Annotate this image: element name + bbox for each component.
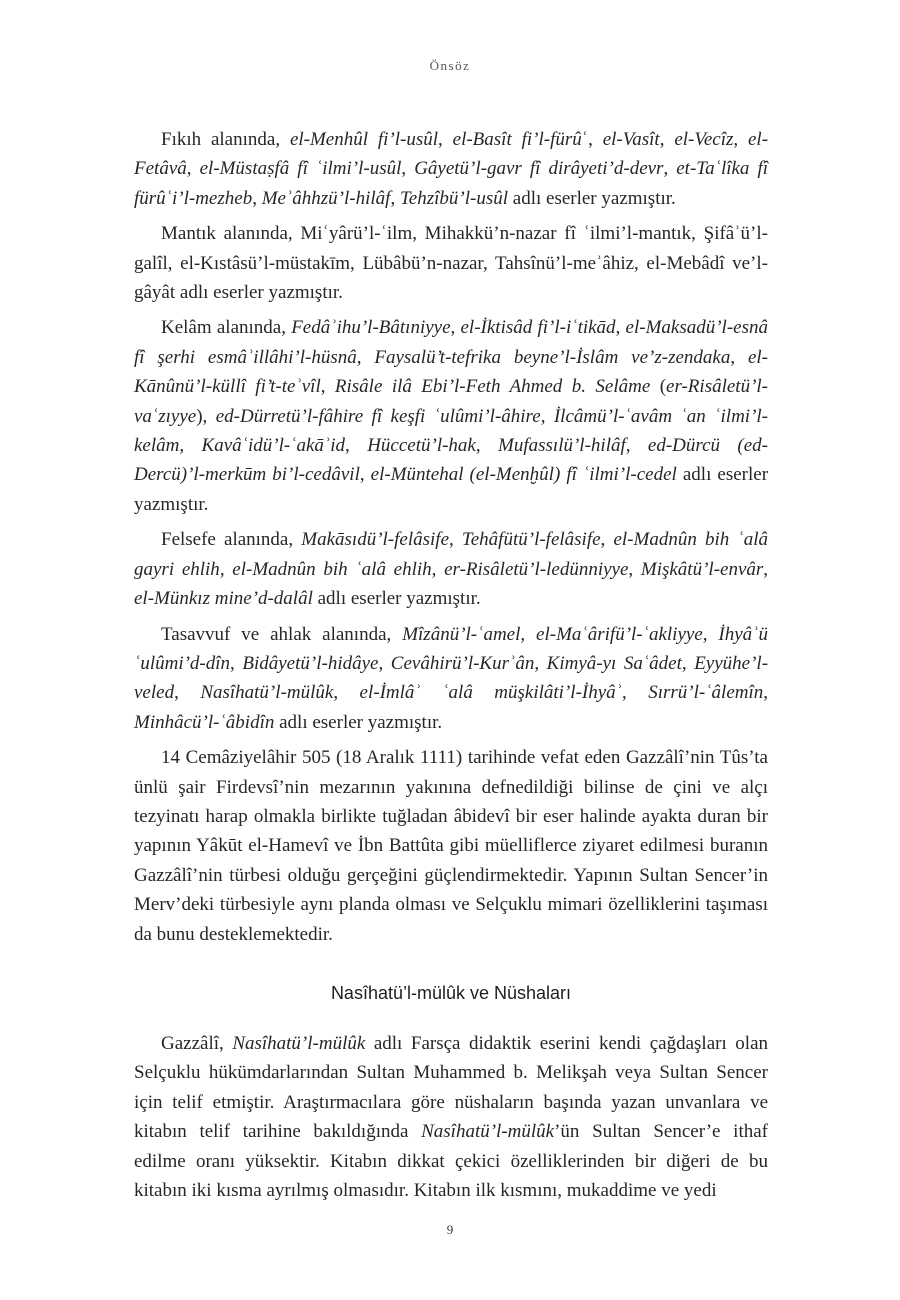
paragraph-group <box>134 125 768 949</box>
text-run: adlı eserler yazmıştır. <box>134 464 769 515</box>
text-run: , <box>186 158 200 180</box>
work-title: Eyyühe’l-veled <box>134 652 769 704</box>
work-title: Tehâfütü’l-felâsife <box>461 529 601 551</box>
text-run: Kelâm alanında, <box>161 317 292 339</box>
work-title: Bidâyetü’l-hidâye <box>242 652 379 674</box>
running-head: Önsöz <box>429 58 471 73</box>
work-title: el-Müstaṣfâ fî ʿilmi’l-usûl <box>199 158 402 180</box>
text-run: , <box>475 435 499 457</box>
text-run: , <box>320 376 335 398</box>
work-title: Tehzîbü’l-usûl <box>399 187 509 209</box>
work-title: el-Vecîz <box>674 129 734 150</box>
work-title: Kavâʿidü’l-ʿakāʾid <box>201 435 346 457</box>
text-run: , <box>356 346 375 368</box>
work-title: ed-Dürretü’l-fâhire fî keşfi ʿulûmi’l-âhire <box>215 405 541 427</box>
text-run: , <box>449 529 462 551</box>
text-run: , <box>438 129 453 150</box>
text-run: , <box>730 346 748 368</box>
text-run: , <box>345 435 368 457</box>
work-title: Fedâʾihu’l-Bâtıniyye <box>291 317 451 339</box>
paragraph-tasavvuf <box>134 620 768 738</box>
work-title: Mufassılü’l-hilâf <box>498 435 626 457</box>
text-run: ’ün Sultan Sencer’e ithaf edilme oranı yüksektir. Kitabın dikkat çekici özelliklerinden bir diğeri de bu kitabın iki kısma ayrılmış olmasıdır. Kitabın ilk kısmını, mukaddime ve yedi <box>134 1121 768 1201</box>
text-run: , <box>763 558 769 580</box>
work-title: İlcâmü’l-ʿavâm ʿan ʿilmi’l-kelâm <box>134 405 769 457</box>
text-run: , <box>622 682 649 704</box>
work-title: Hüccetü’l-hak <box>367 435 476 457</box>
text-run: , <box>390 187 400 209</box>
work-title: Nasîhatü’l-mülûk <box>421 1121 555 1143</box>
work-title: et-Taʿlîka fî fürûʿi’l-mezheb <box>134 158 769 209</box>
text-run: Fıkıh alanında, <box>161 129 290 150</box>
text-run: 14 Cemâziyelâhir 505 (18 Aralık 1111) tarihinde vefat eden Gazzâlî’nin Tûs’ta ünlü şair Firdevsî’nin mezarının yakınına defnedildiği bilinse de çini ve alçı tezyinatı harap olmakla birlikte tuğladan âbidevî bir eser halinde ayakta duran bir yapının Yâkūt el-Hamevî ve İbn Battûta gibi müelliflerce ziyaret edilmesi buranın Gazzâlî’nin türbesi olduğu gerçeğini güçlendirmektedir. Yapının Sultan Sencer’in Merv’deki türbesiyle aynı planda olması ve Selçuklu mimari özelliklerini taşıması da bunu desteklemektedir. <box>134 747 768 945</box>
work-title: Nasîhatü’l-mülûk <box>232 1032 366 1054</box>
text-run: , <box>174 682 201 704</box>
work-title: Sırrü’l-ʿâlemîn <box>648 682 764 704</box>
text-run: , <box>540 405 554 427</box>
work-title: er-Risâletü’l-ledünniyye <box>444 558 629 580</box>
text-run: , <box>230 652 243 674</box>
text-run: Mantık alanında, Miʿyârü’l-ʿilm, Mihakkü’n-nazar fî ʿilmi’l-mantık, Şifâʾü’l-galîl, el-Kıstâsü’l-müstakīm, Lübâbü’n-nazar, Tahsînü’l-meʾâhiz, el-Mebâdî ve’l-gâyât adlı eserler yazmıştır. <box>134 223 768 304</box>
text-run: , <box>659 129 675 150</box>
paragraph-mantik <box>134 219 768 307</box>
paragraph-nasihat <box>134 1029 768 1205</box>
text-run: , <box>252 187 262 209</box>
work-title: Mîzânü’l-ʿamel <box>402 623 521 645</box>
paragraph-felsefe <box>134 525 768 613</box>
work-title: el-İktisâd fi’l-iʿtikād <box>460 317 616 339</box>
work-title: er-Risâletü’l-vaʿzıyye <box>134 376 769 427</box>
text-run: , <box>763 682 769 704</box>
text-run: , <box>663 158 677 180</box>
work-title: Makāsıdü’l-felâsife <box>301 529 450 551</box>
text-run: , <box>520 623 537 645</box>
paragraph-fikih <box>134 125 768 213</box>
work-title: el-Madnûn bih ʿalâ gayri ehlih <box>134 529 768 580</box>
text-run: , <box>179 435 202 457</box>
work-title: el-Münkız mine’d-dalâl <box>134 588 313 610</box>
text-run: , <box>359 464 371 486</box>
text-run: , <box>450 317 461 339</box>
text-run: adlı Farsça didaktik eserini kendi çağdaşları olan Selçuklu hükümdarlarından Sultan Muhammed b. Melikşah veya Sultan Sencer için telif etmiştir. Araştırmacılara göre nüshaların başında yazan unvanlara ve kitabın telif tarihine bakıldığında <box>134 1032 768 1143</box>
work-title: ed-Dürcü (ed-Dercü)’l-merkūm bi’l-cedâvil <box>134 435 769 486</box>
work-title: Meʾâhhzü’l-hilâf <box>261 187 391 209</box>
work-title: Cevâhirü’l-Kurʾân <box>390 652 535 674</box>
work-title: Minhâcü’l-ʿâbidîn <box>134 711 275 733</box>
work-title: el-Menhûl fi’l-usûl <box>289 129 439 150</box>
text-run: , <box>534 652 547 674</box>
work-title: el-Maʿârifü’l-ʿakliyye <box>536 623 703 645</box>
text-run: Tasavvuf ve ahlak alanında, <box>161 623 403 645</box>
text-run: ʿ, <box>581 129 603 150</box>
paragraph-vefat <box>134 743 768 949</box>
text-run: , <box>702 623 719 645</box>
work-title: Risâle ilâ Ebi’l-Feth Ahmed b. Selâme <box>334 376 651 398</box>
work-title: el-Basît fi’l-fürû <box>452 129 582 150</box>
text-run: , <box>681 652 695 674</box>
text-run: adlı eserler yazmıştır. <box>508 187 676 209</box>
text-run: , <box>401 158 415 180</box>
text-run: , <box>600 529 614 551</box>
text-run: adlı eserler yazmıştır. <box>312 588 481 610</box>
work-title: el-Madnûn bih ʿalâ ehlih <box>232 558 432 580</box>
work-title: el-Maksadü’l-esnâ fî şerhi esmâʾillâhi’l-hüsnâ <box>134 317 768 368</box>
text-run: Felsefe alanında, <box>161 529 302 551</box>
text-run: Gazzâlî, <box>161 1032 233 1054</box>
work-title: el-İmlâʾ ʿalâ müşkilâti’l-İhyâʾ <box>359 682 622 704</box>
text-run: , <box>615 317 626 339</box>
paragraph-kelam <box>134 313 768 519</box>
work-title: el-Fetâvâ <box>134 129 769 180</box>
work-title: Faysalü’t-tefrika beyne’l-İslâm ve’z-zendaka <box>374 346 731 368</box>
body-text <box>134 125 768 1205</box>
text-run: , <box>431 558 445 580</box>
text-run: , <box>733 129 748 150</box>
text-run: , <box>378 652 391 674</box>
work-title: Kimyâ-yı Saʿâdet <box>546 652 682 674</box>
work-title: el-Müntehal (el-Menḫûl) fî ʿilmi’l-cedel <box>370 464 677 486</box>
work-title: İhyâʾü ʿulûmi’d-dîn <box>134 623 768 674</box>
text-run: , <box>333 682 360 704</box>
text-run: , <box>625 435 648 457</box>
work-title: el-Vasît <box>602 129 660 150</box>
text-run: ), <box>196 405 216 427</box>
work-title: Nasîhatü’l-mülûk <box>200 682 334 704</box>
text-run: , <box>628 558 641 580</box>
text-run: ( <box>650 376 667 398</box>
text-run: adlı eserler yazmıştır. <box>274 711 443 733</box>
work-title: el-Kānûnü’l-küllî fi’t-teʾvîl <box>134 346 768 398</box>
work-title: Mişkâtü’l-envâr <box>640 558 764 580</box>
page-number: 9 <box>446 1222 454 1237</box>
work-title: Gâyetü’l-gavr fî dirâyeti’d-devr <box>414 158 664 180</box>
section-heading: Nasîhatü’l-mülûk ve Nüshaları <box>330 982 572 1003</box>
text-run: , <box>219 558 233 580</box>
